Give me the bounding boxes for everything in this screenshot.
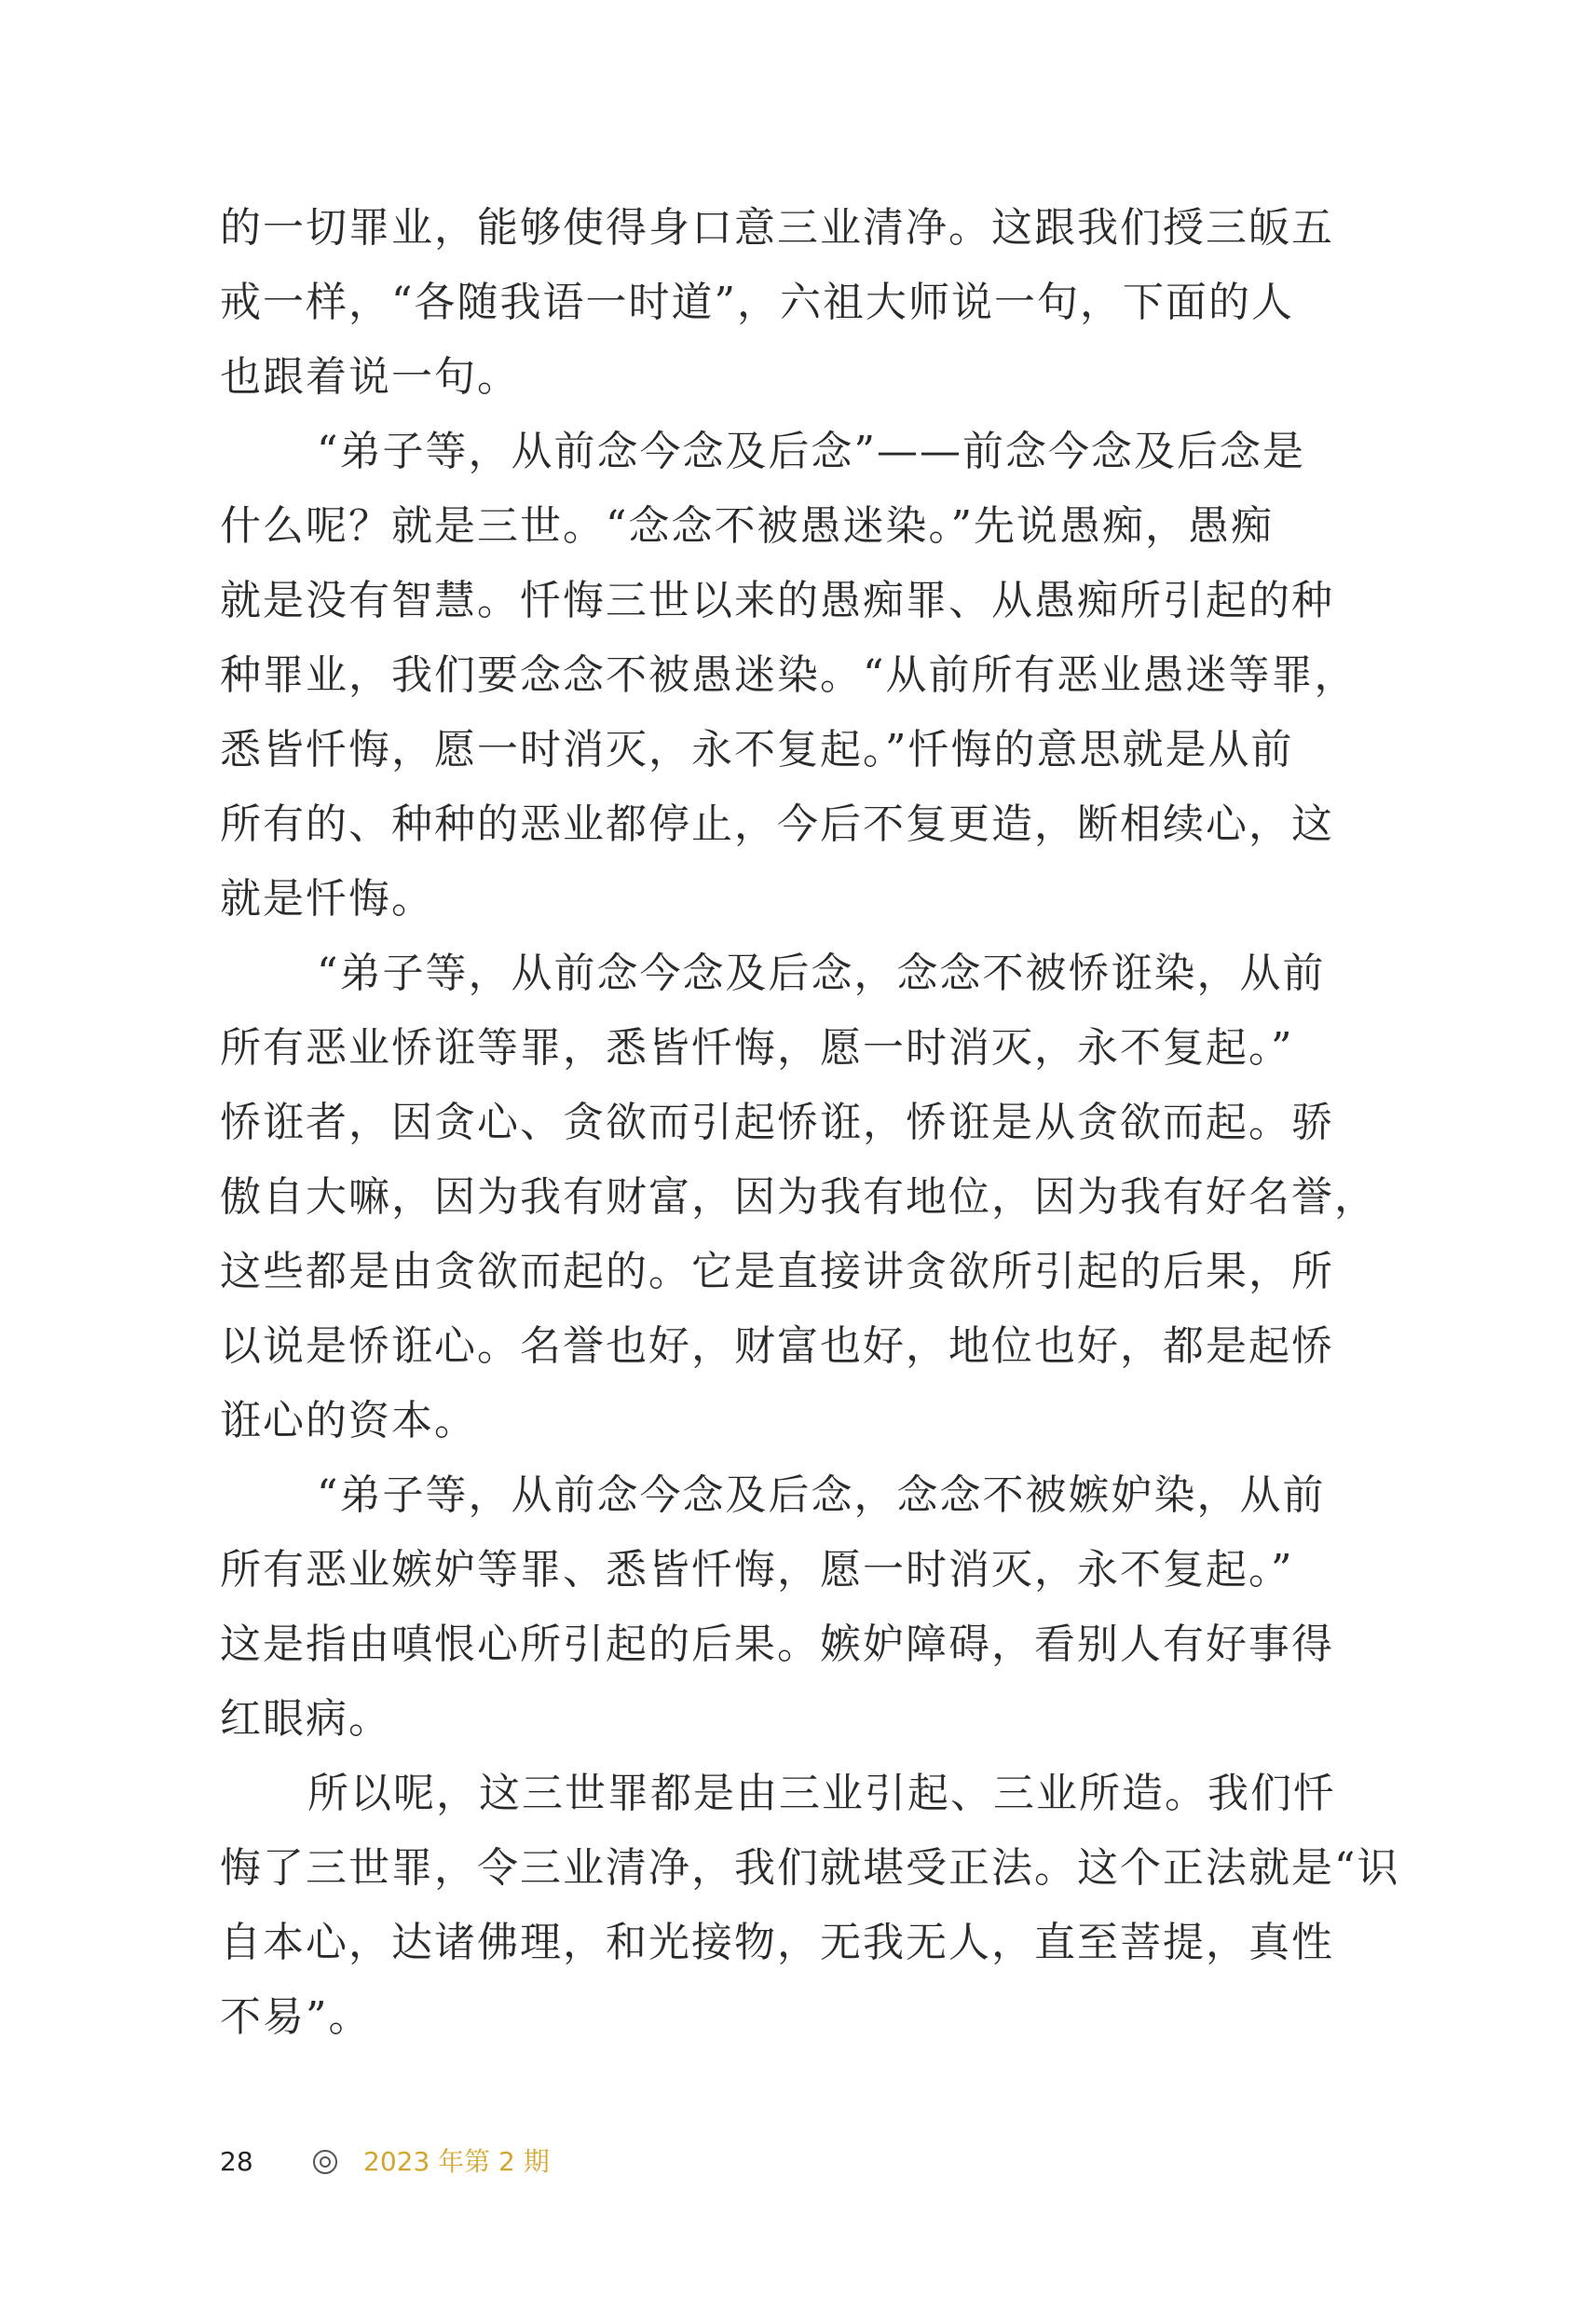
text-line: 所以呢，这三世罪都是由三业引起、三业所造。我们忏	[307, 1770, 1336, 1817]
text-line: 悔了三世罪，令三业清净，我们就堪受正法。这个正法就是“识	[220, 1844, 1400, 1892]
text-line: 㤭诳者，因贪心、贪欲而引起㤭诳，㤭诳是从贪欲而起。骄	[220, 1099, 1334, 1146]
paragraph	[220, 1458, 1375, 1757]
text-line: 以说是㤭诳心。名誉也好，财富也好，地位也好，都是起㤭	[220, 1322, 1334, 1370]
paragraph	[220, 937, 1375, 1458]
text-line: 傲自大嘛，因为我有财富，因为我有地位，因为我有好名誉，	[220, 1173, 1377, 1221]
text-line: 就是忏悔。	[220, 875, 434, 923]
page-footer	[220, 2143, 550, 2181]
page-number: 28	[220, 2146, 253, 2177]
text-line: “弟子等，从前念今念及后念”——前念今念及后念是	[317, 428, 1305, 475]
text-line: 红眼病。	[220, 1695, 391, 1743]
article-body	[220, 191, 1400, 2055]
text-line: 不易”。	[220, 1993, 372, 2041]
text-line: 所有的、种种的恶业都停止，今后不复更造，断相续心，这	[220, 800, 1334, 848]
paragraph	[220, 1757, 1400, 2055]
text-line: 种罪业，我们要念念不被愚迷染。“从前所有恶业愚迷等罪，	[220, 651, 1357, 699]
text-line: 也跟着说一句。	[220, 353, 520, 401]
text-line: 这是指由嗔恨心所引起的后果。嫉妒障碍，看别人有好事得	[220, 1621, 1334, 1668]
text-line: 这些都是由贪欲而起的。它是直接讲贪欲所引起的后果，所	[220, 1248, 1334, 1295]
text-line: 就是没有智慧。忏悔三世以来的愚痴罪、从愚痴所引起的种	[220, 577, 1334, 624]
text-line: “弟子等，从前念今念及后念，念念不被㤭诳染，从前	[317, 950, 1326, 997]
text-line: “弟子等，从前念今念及后念，念念不被嫉妒染，从前	[317, 1471, 1326, 1519]
text-line: 的一切罪业，能够使得身口意三业清净。这跟我们授三皈五	[220, 204, 1334, 252]
text-line: 所有恶业㤭诳等罪，悉皆忏悔，愿一时消灭，永不复起。”	[220, 1024, 1294, 1072]
issue-label: 2023 年第 2 期	[363, 2146, 550, 2177]
text-line: 戒一样，“各随我语一时道”，六祖大师说一句，下面的人	[220, 279, 1294, 326]
paragraph	[220, 415, 1375, 937]
text-line: 自本心，达诸佛理，和光接物，无我无人，直至菩提，真性	[220, 1919, 1334, 1966]
paragraph	[220, 191, 1375, 415]
double-circle-icon	[313, 2150, 337, 2174]
text-line: 诳心的资本。	[220, 1397, 477, 1444]
text-line: 什么呢？就是三世。“念念不被愚迷染。”先说愚痴，愚痴	[220, 502, 1274, 550]
text-line: 悉皆忏悔，愿一时消灭，永不复起。”忏悔的意思就是从前	[220, 726, 1294, 773]
text-line: 所有恶业嫉妒等罪、悉皆忏悔，愿一时消灭，永不复起。”	[220, 1546, 1294, 1594]
